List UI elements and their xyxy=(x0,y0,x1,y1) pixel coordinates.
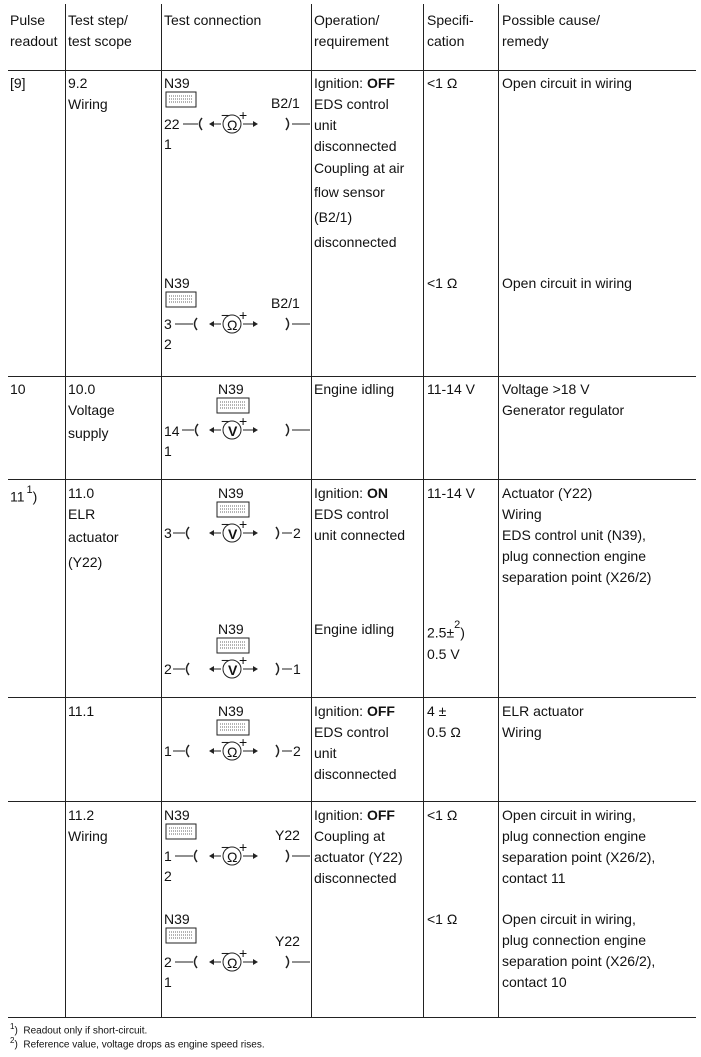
specification: 4 ± 0.5 Ω xyxy=(427,703,461,740)
row-divider xyxy=(8,376,696,377)
pin-label: 1 xyxy=(164,136,172,152)
ohmmeter-icon xyxy=(163,909,311,989)
control-unit-label: N39 xyxy=(164,75,190,91)
test-connection-diagram: N39 2 1 V − + xyxy=(163,619,311,689)
pulse-readout: [9] xyxy=(10,75,26,91)
row-divider xyxy=(8,801,696,802)
ohmmeter-icon xyxy=(163,701,311,771)
operation-requirement: Engine idling xyxy=(314,621,395,637)
operation-requirement: Engine idling xyxy=(314,381,395,397)
possible-cause: Open circuit in wiring, plug connection engine separation point (X26/2), contact 11 xyxy=(502,807,656,886)
pin-label: 1 xyxy=(164,743,172,759)
voltmeter-icon xyxy=(163,483,311,553)
possible-cause: ELR actuator Wiring xyxy=(502,703,584,740)
pin-label: 2 xyxy=(164,868,172,884)
pin-label: 1 xyxy=(164,443,172,459)
pin-label: 1 xyxy=(164,848,172,864)
header-spec: Specifi- cation xyxy=(427,12,474,49)
pin-label: 3 xyxy=(164,525,172,541)
column-divider xyxy=(311,4,312,1017)
component-label: Y22 xyxy=(275,933,300,949)
specification: <1 Ω xyxy=(427,275,458,291)
control-unit-label: N39 xyxy=(164,911,190,927)
possible-cause: Open circuit in wiring xyxy=(502,275,632,291)
control-unit-label: N39 xyxy=(218,485,244,501)
test-connection-diagram: N39 3 2 V − + xyxy=(163,483,311,553)
possible-cause: Actuator (Y22) Wiring EDS control unit (N39), plug connection engine separation point (X26/2) xyxy=(502,485,652,585)
test-connection-diagram: N39 B2/1 22 1 Ω − + xyxy=(163,73,311,153)
ohmmeter-icon xyxy=(163,273,311,353)
specification: <1 Ω xyxy=(427,911,458,927)
header-pulse: Pulse readout xyxy=(10,12,58,49)
pulse-readout: 10 xyxy=(10,381,26,397)
test-step: 9.2 Wiring xyxy=(68,75,108,112)
specification: 2.5±$^2$) 0.5 V xyxy=(427,619,465,662)
test-connection-diagram: N39 14 1 V − + xyxy=(163,379,311,459)
ohmmeter-icon xyxy=(163,73,311,153)
column-divider xyxy=(65,4,66,1017)
pin-label: 2 xyxy=(293,743,301,759)
test-connection-diagram: N39 Y22 2 1 Ω − + xyxy=(163,909,311,989)
specification: 11-14 V xyxy=(427,381,475,397)
header-cause: Possible cause/ remedy xyxy=(502,12,601,49)
possible-cause: Open circuit in wiring xyxy=(502,75,632,91)
test-connection-diagram: N39 B2/1 3 2 Ω − + xyxy=(163,273,311,353)
test-step: 11.0 ELR actuator (Y22) xyxy=(68,485,119,570)
component-label: B2/1 xyxy=(271,95,300,111)
pin-label: 2 xyxy=(293,525,301,541)
pin-label: 2 xyxy=(164,954,172,970)
operation-requirement: Ignition: OFF EDS control unit disconnected xyxy=(314,703,397,782)
voltmeter-icon xyxy=(163,379,311,459)
control-unit-label: N39 xyxy=(218,381,244,397)
pin-label: 2 xyxy=(164,661,172,677)
footnote: $^1$) Readout only if short-circuit. xyxy=(10,1022,148,1037)
column-divider xyxy=(498,4,499,1017)
pin-label: 3 xyxy=(164,316,172,332)
operation-requirement: Ignition: OFF EDS control unit disconnected Coupling at air flow sensor (B2/1) disconnected xyxy=(314,75,405,250)
footnote: $^2$) Reference value, voltage drops as engine speed rises. xyxy=(10,1036,265,1051)
operation-requirement: Ignition: OFF Coupling at actuator (Y22) disconnected xyxy=(314,807,403,886)
pin-label: 2 xyxy=(164,336,172,352)
header-operation: Operation/ requirement xyxy=(314,12,389,49)
control-unit-label: N39 xyxy=(218,621,244,637)
voltmeter-icon xyxy=(163,619,311,689)
header-step: Test step/ test scope xyxy=(68,12,132,49)
component-label: B2/1 xyxy=(271,295,300,311)
component-label: Y22 xyxy=(275,827,300,843)
column-divider xyxy=(423,4,424,1017)
pin-label: 1 xyxy=(164,974,172,990)
ohmmeter-icon xyxy=(163,805,311,885)
specification: <1 Ω xyxy=(427,75,458,91)
test-connection-diagram: N39 1 2 Ω − + xyxy=(163,701,311,771)
possible-cause: Voltage >18 V Generator regulator xyxy=(502,381,625,418)
test-step: 10.0 Voltage supply xyxy=(68,381,115,441)
control-unit-label: N39 xyxy=(164,807,190,823)
control-unit-label: N39 xyxy=(164,275,190,291)
pin-label: 22 xyxy=(164,116,180,132)
pin-label: 1 xyxy=(293,661,301,677)
column-divider xyxy=(161,4,162,1017)
possible-cause: Open circuit in wiring, plug connection engine separation point (X26/2), contact 10 xyxy=(502,911,656,990)
specification: 11-14 V xyxy=(427,485,475,501)
pulse-readout: 11 $^1$) xyxy=(10,484,38,505)
row-divider xyxy=(8,479,696,480)
test-step: 11.1 xyxy=(68,703,95,719)
test-step: 11.2 Wiring xyxy=(68,807,108,844)
test-connection-diagram: N39 Y22 1 2 Ω − + xyxy=(163,805,311,885)
operation-requirement: Ignition: ON EDS control unit connected xyxy=(314,485,406,543)
header-connection: Test connection xyxy=(164,12,262,28)
pin-label: 14 xyxy=(164,423,180,439)
row-divider xyxy=(8,697,696,698)
row-divider xyxy=(8,1017,696,1018)
specification: <1 Ω xyxy=(427,807,458,823)
row-divider xyxy=(8,70,696,71)
control-unit-label: N39 xyxy=(218,703,244,719)
